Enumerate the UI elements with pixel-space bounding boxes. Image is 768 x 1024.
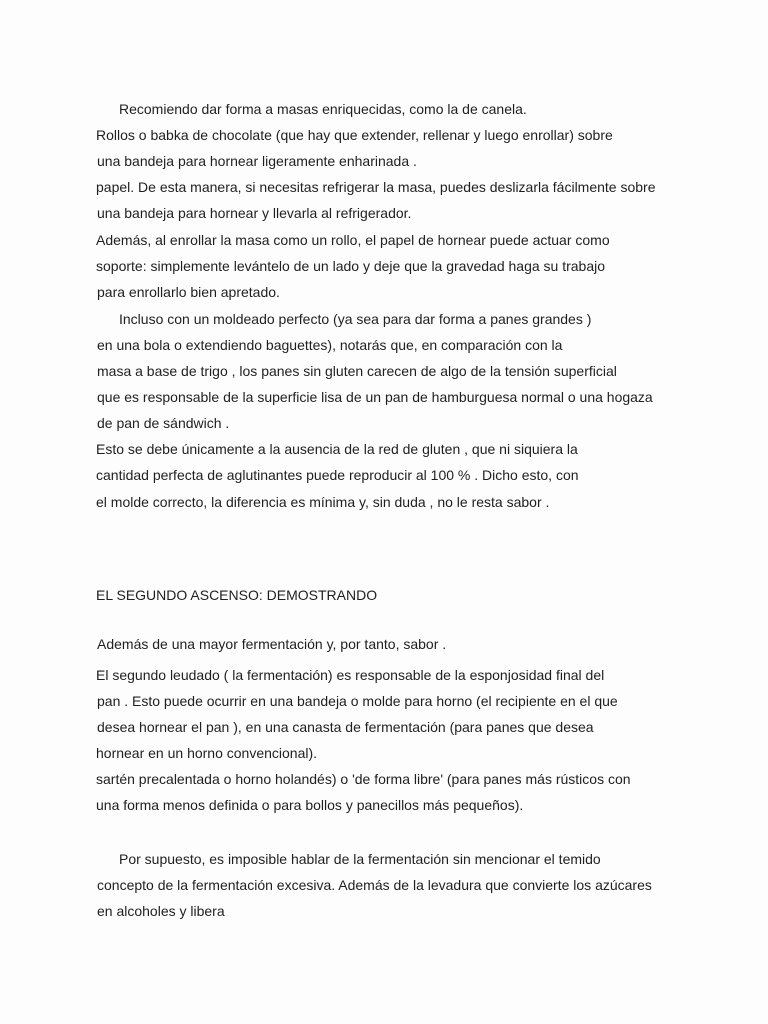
text-line: una bandeja para hornear ligeramente enharinada . [97, 153, 417, 169]
text-line: una forma menos definida o para bollos y panecillos más pequeños). [96, 797, 524, 813]
text-line: Rollos o babka de chocolate (que hay que extender, rellenar y luego enrollar) sobre [96, 127, 613, 143]
text-line: el molde correcto, la diferencia es mínima y, sin duda , no le resta sabor . [96, 494, 550, 510]
text-line: Además, al enrollar la masa como un rollo, el papel de hornear puede actuar como [96, 232, 610, 248]
text-line: sartén precalentada o horno holandés) o 'de forma libre' (para panes más rústicos con [96, 771, 631, 787]
text-line: Recomiendo dar forma a masas enriquecidas, como la de canela. [119, 101, 527, 117]
section-heading: EL SEGUNDO ASCENSO: DEMOSTRANDO [96, 587, 378, 603]
text-line: El segundo leudado ( la fermentación) es responsable de la esponjosidad final del [96, 667, 605, 683]
text-line: pan . Esto puede ocurrir en una bandeja o molde para horno (el recipiente en el que [97, 693, 618, 709]
text-line: soporte: simplemente levántelo de un lado y deje que la gravedad haga su trabajo [96, 258, 606, 274]
text-line: Esto se debe únicamente a la ausencia de la red de gluten , que ni siquiera la [96, 441, 578, 457]
text-line: hornear en un horno convencional). [96, 745, 318, 761]
text-line: desea hornear el pan ), en una canasta de fermentación (para panes que desea [97, 719, 594, 735]
text-line: en alcoholes y libera [97, 903, 225, 919]
text-line: para enrollarlo bien apretado. [97, 284, 280, 300]
text-line: masa a base de trigo , los panes sin gluten carecen de algo de la tensión superficial [97, 363, 617, 379]
text-line: de pan de sándwich . [97, 415, 230, 431]
text-line: concepto de la fermentación excesiva. Además de la levadura que convierte los azúcares [97, 877, 652, 893]
text-line: papel. De esta manera, si necesitas refrigerar la masa, puedes deslizarla fácilmente sobre [96, 179, 656, 195]
text-line: en una bola o extendiendo baguettes), notarás que, en comparación con la [97, 337, 563, 353]
text-line: una bandeja para hornear y llevarla al refrigerador. [97, 205, 412, 221]
text-line: Además de una mayor fermentación y, por tanto, sabor . [97, 636, 447, 652]
text-line: que es responsable de la superficie lisa de un pan de hamburguesa normal o una hogaza [97, 389, 653, 405]
text-line: Por supuesto, es imposible hablar de la fermentación sin mencionar el temido [119, 851, 601, 867]
text-line: cantidad perfecta de aglutinantes puede reproducir al 100 % . Dicho esto, con [96, 467, 579, 483]
text-line: Incluso con un moldeado perfecto (ya sea para dar forma a panes grandes ) [119, 311, 592, 327]
